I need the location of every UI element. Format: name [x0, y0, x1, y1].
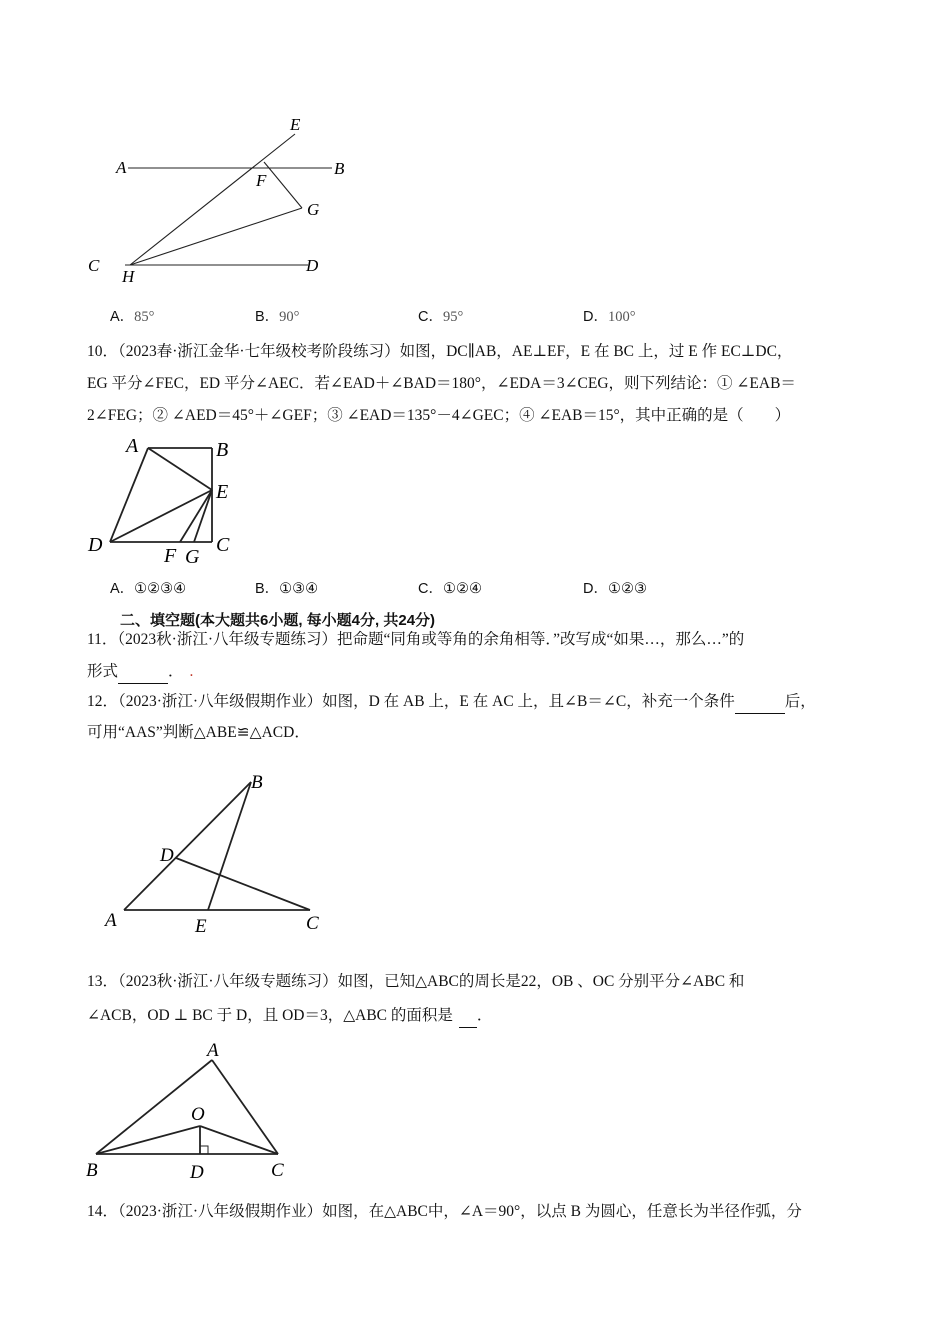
label-C: C	[306, 913, 319, 934]
label-C: C	[216, 534, 230, 556]
q12-line-2: 可用“AAS”判断△ABE≌△ACD．	[87, 724, 310, 741]
q10-line-3: 2∠FEG；② ∠AED＝45°＋∠GEF；③ ∠EAD＝135°－4∠GEC；④ ∠EAB＝15°，其中正确的是（ ）	[87, 407, 791, 424]
q11-mark: .	[189, 663, 194, 680]
q9-option-c[interactable]: C．95°	[418, 309, 464, 325]
label-A: A	[126, 435, 139, 457]
label-C: C	[88, 256, 100, 275]
figure-q13	[82, 1038, 302, 1183]
label-A: A	[116, 158, 127, 177]
label-H: H	[122, 267, 135, 285]
q9-option-b-value: 90°	[279, 309, 300, 325]
label-O: O	[191, 1104, 205, 1125]
q9-option-d[interactable]: D．100°	[583, 309, 636, 325]
q10-line-2: EG 平分∠FEC，ED 平分∠AEC．若∠EAD＋∠BAD＝180°，∠EDA＝3∠CEG，则下列结论：① ∠EAB＝	[87, 375, 796, 392]
q9-option-a-value: 85°	[134, 309, 155, 325]
label-D: D	[306, 256, 319, 275]
figure-q9	[80, 110, 370, 285]
label-E: E	[195, 916, 207, 937]
q10-option-b[interactable]: B．①③④	[255, 581, 319, 597]
q9-option-d-value: 100°	[607, 309, 636, 325]
q14-line-1: 14．（2023·浙江·八年级假期作业）如图，在△ABC中，∠A＝90°，以点 B 为圆心，任意长为半径作弧，分	[87, 1203, 802, 1220]
label-E: E	[216, 481, 229, 503]
label-B: B	[216, 439, 229, 461]
figure-q10	[82, 432, 252, 572]
q10-line-1: 10．（2023春·浙江金华·七年级校考阶段练习）如图，DC∥AB，AE⊥EF，E 在 BC 上，过 E 作 EC⊥DC，	[87, 343, 793, 360]
q13-line-1: 13．（2023秋·浙江·八年级专题练习）如图，已知△ABC的周长是22，OB 、OC 分别平分∠ABC 和	[87, 973, 745, 990]
q13-answer-blank[interactable]	[459, 1005, 477, 1028]
label-F: F	[164, 545, 177, 567]
q10-option-d-value: ①②③	[607, 581, 647, 597]
label-B: B	[334, 159, 345, 178]
label-D: D	[190, 1162, 204, 1183]
label-D: D	[160, 845, 174, 866]
q10-option-a-value: ①②③④	[134, 581, 187, 597]
q9-option-b[interactable]: B．90°	[255, 309, 300, 325]
label-B: B	[251, 772, 263, 793]
q12-line-1: 12．（2023·浙江·八年级假期作业）如图，D 在 AB 上，E 在 AC 上，且∠B＝∠C，补充一个条件 后，	[87, 691, 816, 714]
label-D: D	[88, 534, 103, 556]
label-F: F	[256, 171, 267, 190]
q11-answer-blank[interactable]	[118, 661, 168, 684]
label-E: E	[290, 115, 301, 134]
q10-option-a[interactable]: A．①②③④	[110, 581, 187, 597]
label-C: C	[271, 1160, 284, 1181]
label-G: G	[185, 546, 200, 568]
q10-option-c[interactable]: C．①②④	[418, 581, 482, 597]
q11-line-1: 11．（2023秋·浙江·八年级专题练习）把命题“同角或等角的余角相等．”改写成“如果…，那么…”的	[87, 631, 745, 648]
q13-line-2: ∠ACB，OD ⊥ BC 于 D，且 OD＝3，△ABC 的面积是 ．	[87, 1005, 492, 1028]
q10-option-c-value: ①②④	[442, 581, 482, 597]
figure-q12	[96, 766, 336, 941]
label-B: B	[86, 1160, 98, 1181]
q9-option-c-value: 95°	[442, 309, 464, 325]
q9-option-a[interactable]: A．85°	[110, 309, 155, 325]
q11-line-2: 形式 ． .	[87, 661, 193, 684]
label-G: G	[307, 200, 320, 219]
section-heading: 二、填空题(本大题共6小题, 每小题4分, 共24分)	[120, 612, 436, 629]
q10-option-d[interactable]: D．①②③	[583, 581, 647, 597]
q12-answer-blank[interactable]	[735, 691, 785, 714]
label-A: A	[207, 1040, 219, 1061]
label-A: A	[105, 910, 117, 931]
q10-option-b-value: ①③④	[279, 581, 319, 597]
